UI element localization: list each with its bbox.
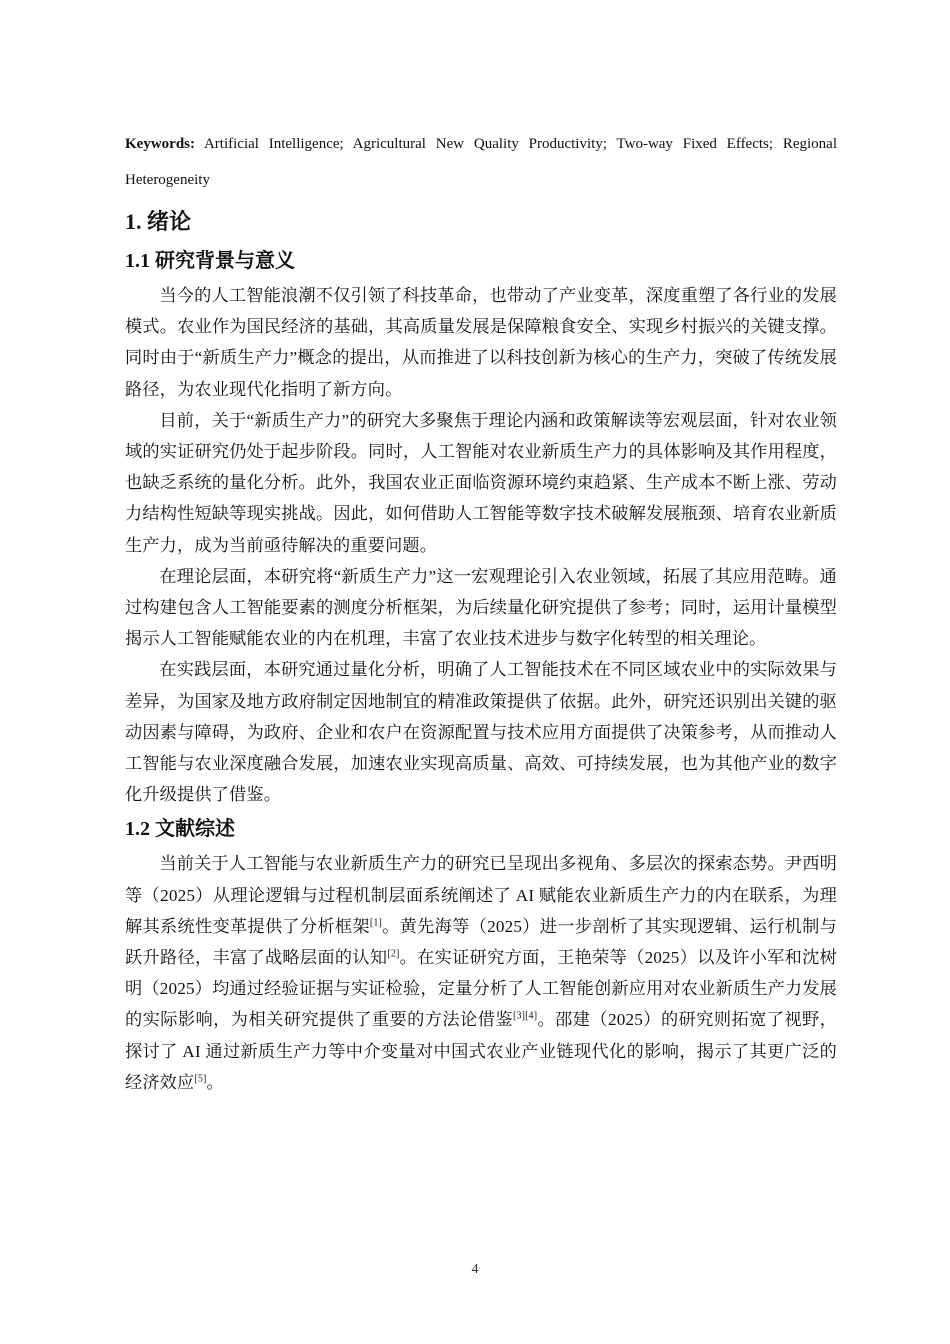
- citation-5[interactable]: [5]: [194, 1073, 207, 1085]
- citation-3-4[interactable]: [3][4]: [512, 1010, 538, 1022]
- paragraph-background-4: 在实践层面，本研究通过量化分析，明确了人工智能技术在不同区域农业中的实际效果与差异，为国家及地方政府制定因地制宜的精准政策提供了依据。此外，研究还识别出关键的驱动因素与障碍，为政府、企业和农户在资源配置与技术应用方面提供了决策参考，从而推动人工智能与农业深度融合发展，加速农业实现高质量、高效、可持续发展，也为其他产业的数字化升级提供了借鉴。: [125, 660, 837, 805]
- paragraph-text-part: 。黄先海等（2025）进一步剖析了其实现逻辑、运行机制与跃升路径，丰富了战略层面的认知: [125, 916, 837, 968]
- keywords-text: Artificial Intelligence; Agricultural New Quality Productivity; Two-way Fixed Effects; Regional Heterogeneity: [125, 136, 837, 188]
- citation-2[interactable]: [2]: [387, 948, 400, 960]
- section-heading-1: 1. 绪论: [125, 209, 192, 234]
- page-number: 4: [471, 1262, 479, 1277]
- paragraph-text-part: 。: [206, 1072, 224, 1092]
- paragraph-text-part: 当前关于人工智能与农业新质生产力的研究已呈现出多视角、多层次的探索态势。尹西明等（2025）从理论逻辑与过程机制层面系统阐述了 AI 赋能农业新质生产力的内在联系，为理解其系统性变革提供了分析框架: [125, 854, 837, 936]
- paragraph-text-part: 。邵建（2025）的研究则拓宽了视野，探讨了 AI 通过新质生产力等中介变量对中国式农业产业链现代化的影响，揭示了其更广泛的经济效应: [125, 1010, 837, 1092]
- paragraph-background-2: 目前，关于“新质生产力”的研究大多聚焦于理论内涵和政策解读等宏观层面，针对农业领域的实证研究仍处于起步阶段。同时，人工智能对农业新质生产力的具体影响及其作用程度，也缺乏系统的量化分析。此外，我国农业正面临资源环境约束趋紧、生产成本不断上涨、劳动力结构性短缺等现实挑战。因此，如何借助人工智能等数字技术破解发展瓶颈、培育农业新质生产力，成为当前亟待解决的重要问题。: [125, 410, 837, 555]
- paragraph-background-1: 当今的人工智能浪潮不仅引领了科技革命，也带动了产业变革，深度重塑了各行业的发展模式。农业作为国民经济的基础，其高质量发展是保障粮食安全、实现乡村振兴的关键支撑。同时由于“新质生产力”概念的提出，从而推进了以科技创新为核心的生产力，突破了传统发展路径，为农业现代化指明了新方向。: [125, 286, 837, 399]
- paragraph-literature-review: [125, 848, 837, 1098]
- section-heading-1-1: 1.1 研究背景与意义: [125, 250, 295, 272]
- paragraph-text-part: 。在实证研究方面，王艳荣等（2025）以及许小军和沈树明（2025）均通过经验证据与实证检验，定量分析了人工智能创新应用对农业新质生产力发展的实际影响，为相关研究提供了重要的方法论借鉴: [125, 948, 837, 1030]
- keywords-line: [125, 126, 837, 198]
- page-content: [125, 126, 837, 1098]
- keywords-label: Keywords:: [125, 136, 195, 152]
- paragraph-background-3: 在理论层面，本研究将“新质生产力”这一宏观理论引入农业领域，拓展了其应用范畴。通过构建包含人工智能要素的测度分析框架，为后续量化研究提供了参考；同时，运用计量模型揭示人工智能赋能农业的内在机理，丰富了农业技术进步与数字化转型的相关理论。: [125, 566, 837, 649]
- section-heading-1-2: 1.2 文献综述: [125, 818, 235, 841]
- citation-1[interactable]: [1]: [369, 917, 383, 929]
